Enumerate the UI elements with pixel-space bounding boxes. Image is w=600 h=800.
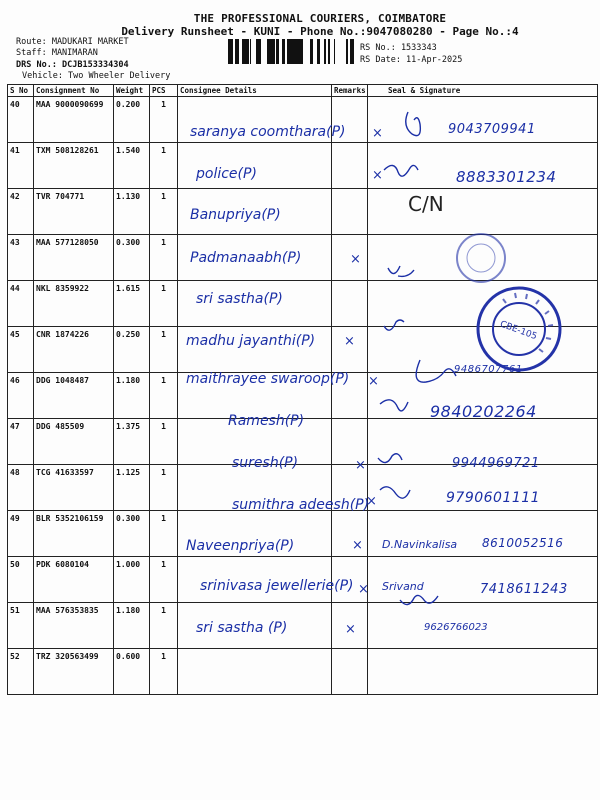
handwritten-name: Naveenpriya(P) bbox=[186, 538, 295, 554]
pcs-cell: 1 bbox=[150, 97, 178, 143]
handwritten-phone: 9043709941 bbox=[448, 122, 536, 137]
sno-cell: 45 bbox=[8, 327, 34, 373]
table-row bbox=[8, 235, 598, 281]
staff-label: Staff: MANIMARAN bbox=[16, 48, 98, 58]
barcode-bar bbox=[269, 39, 272, 64]
seal-cell bbox=[368, 189, 598, 235]
col-pcs: PCS bbox=[150, 85, 178, 97]
company-stamp-small bbox=[455, 232, 507, 284]
remark-mark: × bbox=[372, 168, 383, 183]
sno-cell: 44 bbox=[8, 281, 34, 327]
barcode-bar bbox=[346, 39, 348, 64]
barcode-bar bbox=[296, 39, 299, 64]
consignment-cell: DDG 485509 bbox=[34, 419, 114, 465]
remark-mark: × bbox=[345, 622, 356, 637]
handwritten-name: saranya coomthara(P) bbox=[190, 124, 346, 140]
consignment-cell: MAA 577128050 bbox=[34, 235, 114, 281]
consignment-cell: TRZ 320563499 bbox=[34, 649, 114, 695]
weight-cell: 0.250 bbox=[114, 327, 150, 373]
pcs-cell: 1 bbox=[150, 511, 178, 557]
remark-mark: × bbox=[366, 494, 377, 509]
barcode-bar bbox=[310, 39, 313, 64]
col-remarks: Remarks bbox=[332, 85, 368, 97]
sno-cell: 52 bbox=[8, 649, 34, 695]
remark-mark: × bbox=[352, 538, 363, 553]
barcode-bar bbox=[351, 39, 354, 64]
handwritten-note: Srivand bbox=[382, 580, 424, 593]
svg-text:CBE-105: CBE-105 bbox=[498, 319, 539, 343]
handwritten-name: police(P) bbox=[196, 166, 257, 182]
handwritten-phone: 8610052516 bbox=[482, 536, 564, 550]
barcode-bar bbox=[276, 39, 279, 64]
weight-cell: 0.300 bbox=[114, 511, 150, 557]
weight-cell: 1.540 bbox=[114, 143, 150, 189]
barcode-bar bbox=[259, 39, 261, 64]
col-sno: S No bbox=[8, 85, 34, 97]
weight-cell: 0.200 bbox=[114, 97, 150, 143]
barcode-bar bbox=[289, 39, 292, 64]
pcs-cell: 1 bbox=[150, 419, 178, 465]
rs-no-label: RS No.: 1533343 bbox=[360, 43, 437, 53]
sno-cell: 40 bbox=[8, 97, 34, 143]
handwritten-phone: 7418611243 bbox=[480, 582, 568, 597]
remark-mark: × bbox=[372, 126, 383, 141]
barcode-bar bbox=[258, 39, 259, 64]
barcode-bar bbox=[242, 39, 244, 64]
barcode-bar bbox=[228, 39, 230, 64]
barcode-bar bbox=[230, 39, 232, 64]
pcs-cell: 1 bbox=[150, 235, 178, 281]
consignment-cell: PDK 6080104 bbox=[34, 557, 114, 603]
barcode-bar bbox=[287, 39, 289, 64]
pcs-cell: 1 bbox=[150, 189, 178, 235]
barcode-bar bbox=[247, 39, 249, 64]
company-title: THE PROFESSIONAL COURIERS, COIMBATORE bbox=[193, 12, 447, 25]
consignment-cell: DDG 1048487 bbox=[34, 373, 114, 419]
barcode-bar bbox=[238, 39, 239, 64]
consignment-cell: TCG 41633597 bbox=[34, 465, 114, 511]
pcs-cell: 1 bbox=[150, 603, 178, 649]
barcode-bar bbox=[350, 39, 351, 64]
handwritten-name: madhu jayanthi(P) bbox=[186, 333, 316, 349]
sno-cell: 50 bbox=[8, 557, 34, 603]
handwritten-name: sri sastha (P) bbox=[196, 620, 288, 636]
drs-label: DRS No.: DCJB153334304 bbox=[16, 60, 129, 70]
sno-cell: 48 bbox=[8, 465, 34, 511]
handwritten-note: D.Navinkalisa bbox=[382, 538, 458, 551]
pcs-cell: 1 bbox=[150, 465, 178, 511]
handwritten-phone: 9486707761 bbox=[454, 364, 523, 375]
sno-cell: 51 bbox=[8, 603, 34, 649]
barcode-bar bbox=[301, 39, 303, 64]
pcs-cell: 1 bbox=[150, 281, 178, 327]
weight-cell: 1.180 bbox=[114, 373, 150, 419]
weight-cell: 1.615 bbox=[114, 281, 150, 327]
col-consignee: Consignee Details bbox=[178, 85, 332, 97]
handwritten-name: Padmanaabh(P) bbox=[190, 250, 302, 266]
barcode-bar bbox=[292, 39, 295, 64]
barcode-bar bbox=[317, 39, 320, 64]
barcode-bar bbox=[256, 39, 258, 64]
sno-cell: 41 bbox=[8, 143, 34, 189]
handwritten-name: sumithra adeesh(P) bbox=[232, 497, 370, 513]
pcs-cell: 1 bbox=[150, 143, 178, 189]
barcode-bar bbox=[272, 39, 275, 64]
handwritten-name: Banupriya(P) bbox=[190, 207, 281, 223]
remark-mark: × bbox=[344, 334, 355, 349]
weight-cell: 1.180 bbox=[114, 603, 150, 649]
remark-mark: × bbox=[355, 458, 366, 473]
barcode-bar bbox=[250, 39, 251, 64]
weight-cell: 0.600 bbox=[114, 649, 150, 695]
seal-cell bbox=[368, 649, 598, 695]
consignment-cell: MAA 9000090699 bbox=[34, 97, 114, 143]
handwritten-name: Ramesh(P) bbox=[228, 413, 305, 429]
consignment-cell: TVR 704771 bbox=[34, 189, 114, 235]
col-seal: Seal & Signature bbox=[368, 85, 598, 97]
weight-cell: 1.375 bbox=[114, 419, 150, 465]
col-consignment: Consignment No bbox=[34, 85, 114, 97]
remarks-cell bbox=[332, 143, 368, 189]
weight-cell: 1.000 bbox=[114, 557, 150, 603]
barcode-bar bbox=[299, 39, 301, 64]
pcs-cell: 1 bbox=[150, 327, 178, 373]
table-row bbox=[8, 649, 598, 695]
barcode-bar bbox=[232, 39, 233, 64]
runsheet-title: Delivery Runsheet - KUNI - Phone No.:9047080280 - Page No.:4 bbox=[121, 25, 519, 38]
remark-mark: × bbox=[350, 252, 361, 267]
rs-date-label: RS Date: 11-Apr-2025 bbox=[360, 55, 463, 65]
sno-cell: 43 bbox=[8, 235, 34, 281]
remark-mark: × bbox=[358, 582, 369, 597]
sno-cell: 42 bbox=[8, 189, 34, 235]
sno-cell: 47 bbox=[8, 419, 34, 465]
barcode-bar bbox=[295, 39, 296, 64]
col-weight: Weight bbox=[114, 85, 150, 97]
remark-mark: × bbox=[368, 374, 379, 389]
handwritten-name: sri sastha(P) bbox=[196, 291, 283, 307]
table-row bbox=[8, 603, 598, 649]
table-row bbox=[8, 189, 598, 235]
barcode-bar bbox=[244, 39, 247, 64]
barcode-bar bbox=[267, 39, 269, 64]
consignment-cell: CNR 1874226 bbox=[34, 327, 114, 373]
barcode bbox=[228, 39, 354, 64]
consignment-cell: NKL 8359922 bbox=[34, 281, 114, 327]
barcode-bar bbox=[329, 39, 330, 64]
handwritten-name: maithrayee swaroop(P) bbox=[186, 371, 350, 387]
handwritten-phone: 9790601111 bbox=[446, 490, 541, 506]
sno-cell: 49 bbox=[8, 511, 34, 557]
handwritten-phone: 8883301234 bbox=[456, 168, 557, 186]
barcode-bar bbox=[328, 39, 329, 64]
consignment-cell: BLR 5352106159 bbox=[34, 511, 114, 557]
handwritten-phone: 9944969721 bbox=[452, 456, 540, 471]
table-header-row bbox=[8, 85, 598, 97]
consignment-cell: TXM 508128261 bbox=[34, 143, 114, 189]
pcs-cell: 1 bbox=[150, 557, 178, 603]
barcode-bar bbox=[235, 39, 238, 64]
barcode-bar bbox=[282, 39, 285, 64]
handwritten-phone: 9840202264 bbox=[430, 402, 537, 421]
route-label: Route: MADUKARI MARKET bbox=[16, 37, 129, 47]
handwritten-name: suresh(P) bbox=[232, 455, 299, 471]
company-stamp-round bbox=[475, 285, 563, 373]
vehicle-label: Vehicle: Two Wheeler Delivery bbox=[22, 71, 171, 81]
consignee-cell bbox=[178, 649, 332, 695]
barcode-bar bbox=[324, 39, 326, 64]
handwritten-note: C/N bbox=[408, 192, 444, 216]
weight-cell: 0.300 bbox=[114, 235, 150, 281]
remarks-cell bbox=[332, 281, 368, 327]
weight-cell: 1.130 bbox=[114, 189, 150, 235]
remarks-cell bbox=[332, 189, 368, 235]
sno-cell: 46 bbox=[8, 373, 34, 419]
pcs-cell: 1 bbox=[150, 373, 178, 419]
remarks-cell bbox=[332, 649, 368, 695]
barcode-bar bbox=[334, 39, 335, 64]
handwritten-name: srinivasa jewellerie(P) bbox=[200, 578, 354, 594]
pcs-cell: 1 bbox=[150, 649, 178, 695]
weight-cell: 1.125 bbox=[114, 465, 150, 511]
consignment-cell: MAA 576353835 bbox=[34, 603, 114, 649]
handwritten-phone: 9626766023 bbox=[424, 622, 488, 633]
